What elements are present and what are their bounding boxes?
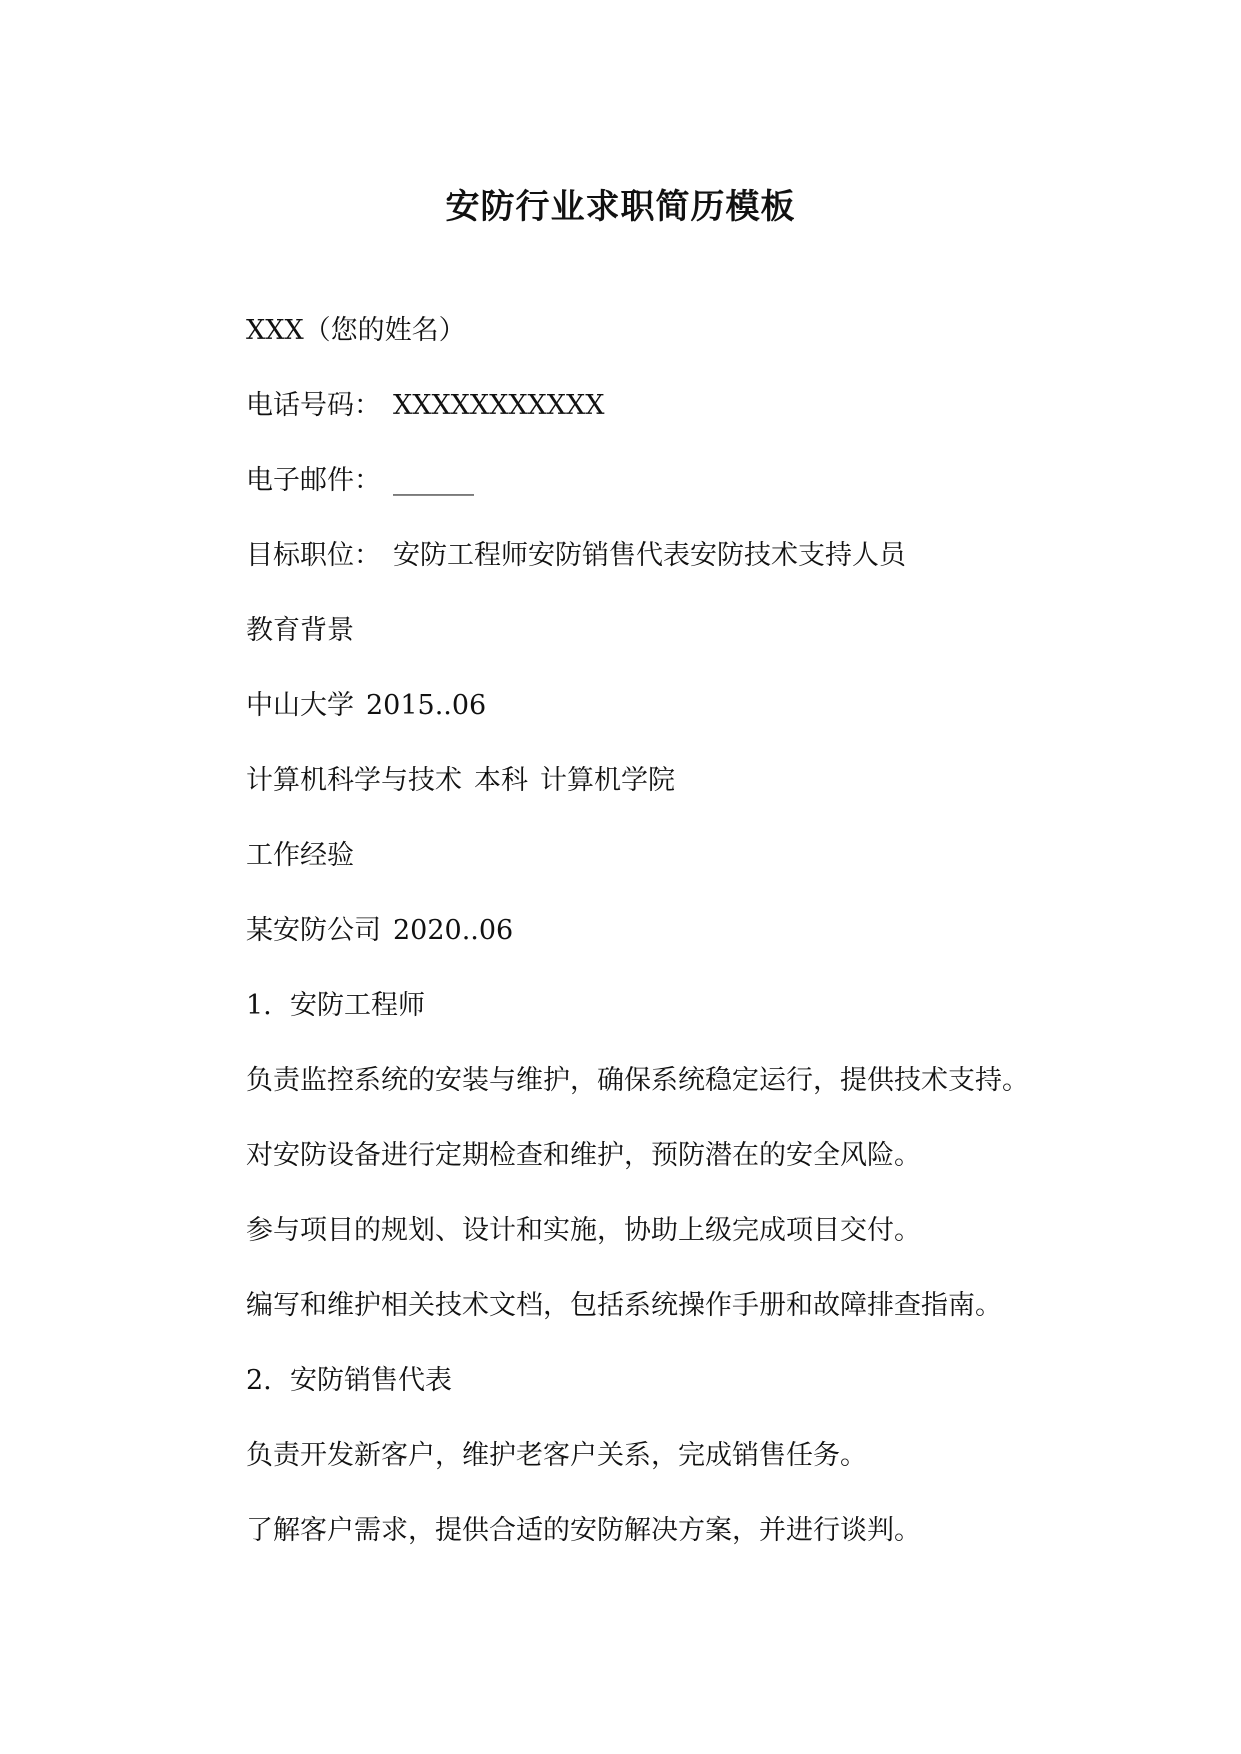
phone-label: 电话号码：	[246, 390, 381, 421]
role-1-title: 安防工程师	[290, 990, 425, 1021]
target-label: 目标职位：	[246, 540, 381, 571]
target-value: 安防工程师安防销售代表安防技术支持人员	[393, 540, 906, 571]
role-2-duty: 了解客户需求，提供合适的安防解决方案，并进行谈判。	[246, 1515, 921, 1546]
education-major-line	[246, 761, 1126, 801]
education-date: 2015..06	[366, 690, 487, 721]
work-date: 2020..06	[393, 915, 514, 946]
role-2-heading	[246, 1361, 1126, 1401]
education-college: 计算机学院	[540, 765, 675, 796]
education-major: 计算机科学与技术	[246, 765, 462, 796]
work-company: 某安防公司	[246, 915, 381, 946]
document-title: 安防行业求职简历模板	[445, 187, 796, 227]
work-heading: 工作经验	[246, 840, 354, 871]
role-1-number: 1.	[246, 990, 272, 1021]
role-2-duty: 负责开发新客户，维护老客户关系，完成销售任务。	[246, 1440, 867, 1471]
name-line: XXX（您的姓名）	[246, 315, 466, 346]
education-school-line	[246, 686, 1126, 726]
phone-value: XXXXXXXXXXX	[393, 390, 605, 421]
email-line	[246, 461, 1126, 501]
education-school: 中山大学	[246, 690, 354, 721]
email-value: ______	[393, 465, 474, 496]
role-2-title: 安防销售代表	[290, 1365, 452, 1396]
education-heading: 教育背景	[246, 615, 354, 646]
role-1-duty: 负责监控系统的安装与维护，确保系统稳定运行，提供技术支持。	[246, 1065, 1029, 1096]
role-1-duty: 参与项目的规划、设计和实施，协助上级完成项目交付。	[246, 1215, 921, 1246]
role-1-duty: 对安防设备进行定期检查和维护，预防潜在的安全风险。	[246, 1140, 921, 1171]
role-1-duty: 编写和维护相关技术文档，包括系统操作手册和故障排查指南。	[246, 1290, 1002, 1321]
phone-line	[246, 386, 1126, 426]
education-degree: 本科	[474, 765, 528, 796]
role-2-number: 2.	[246, 1365, 272, 1396]
email-label: 电子邮件：	[246, 465, 381, 496]
target-line	[246, 536, 1126, 576]
role-1-heading	[246, 986, 1126, 1026]
work-company-line	[246, 911, 1126, 951]
